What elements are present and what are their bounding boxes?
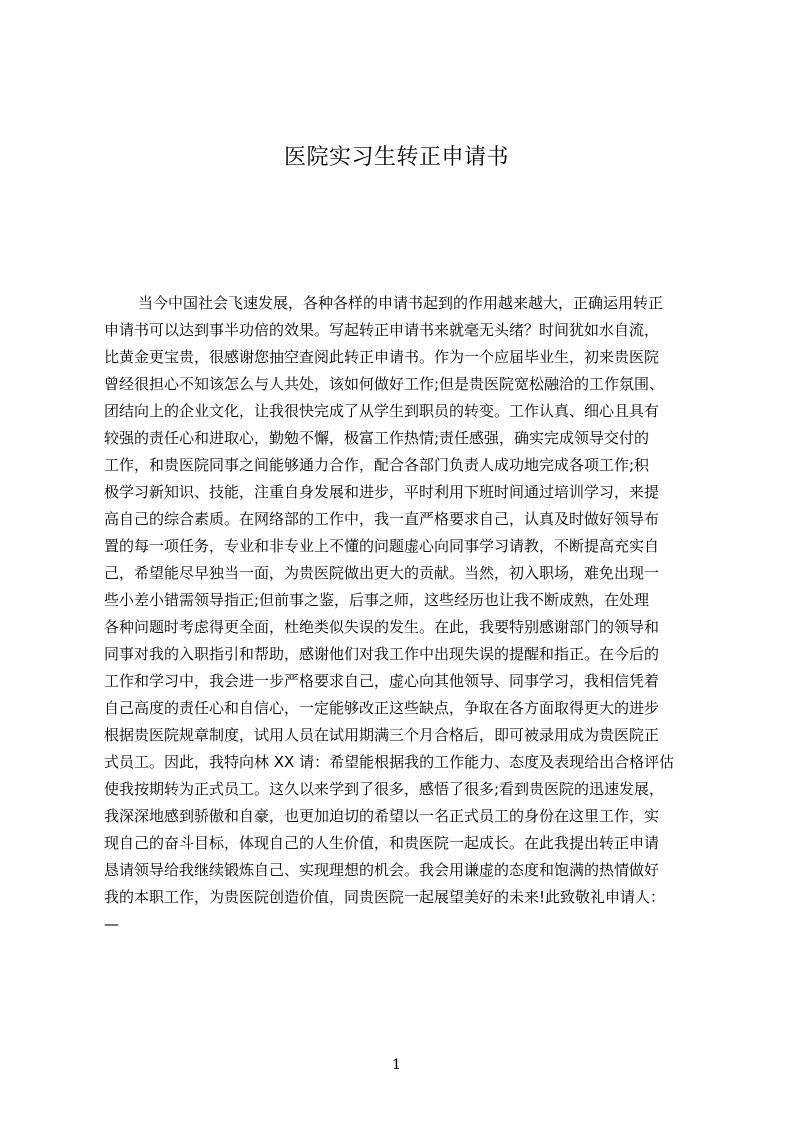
body-line: 置的每一项任务，专业和非专业上不懂的问题虚心向同事学习请教，不断提高充实自 bbox=[104, 537, 660, 555]
body-line: 根据贵医院规章制度，试用人员在试用期满三个月合格后，即可被录用成为贵医院正 bbox=[104, 726, 660, 744]
document-title: 医院实习生转正申请书 bbox=[283, 145, 509, 170]
body-line: 高自己的综合素质。在网络部的工作中，我一直严格要求自己，认真及时做好领导布 bbox=[104, 510, 660, 528]
body-line: 式员工。因此，我特向林 XX 请：希望能根据我的工作能力、态度及表现给出合格评估 bbox=[104, 753, 675, 771]
body-line: 工作，和贵医院同事之间能够通力合作，配合各部门负责人成功地完成各项工作;积 bbox=[104, 456, 650, 474]
body-line: 使我按期转为正式员工。这久以来学到了很多，感悟了很多;看到贵医院的迅速发展， bbox=[104, 780, 665, 798]
body-line: 些小差小错需领导指正;但前事之鉴，后事之师，这些经历也让我不断成熟，在处理 bbox=[104, 591, 650, 609]
body-line: 己，希望能尽早独当一面，为贵医院做出更大的贡献。当然，初入职场，难免出现一 bbox=[104, 564, 660, 582]
body-line: 工作和学习中，我会进一步严格要求自己，虚心向其他领导、同事学习，我相信凭着 bbox=[104, 672, 660, 690]
body-line: 比黄金更宝贵，很感谢您抽空查阅此转正申请书。作为一个应届毕业生，初来贵医院 bbox=[104, 348, 660, 366]
body-line: 恳请领导给我继续锻炼自己、实现理想的机会。我会用谦虚的态度和饱满的热情做好 bbox=[104, 861, 660, 879]
body-line: 自己高度的责任心和自信心，一定能够改正这些缺点，争取在各方面取得更大的进步 bbox=[104, 699, 660, 717]
trailing-mark: — bbox=[104, 915, 119, 933]
body-line: 较强的责任心和进取心，勤勉不懈，极富工作热情;责任感强，确实完成领导交付的 bbox=[104, 429, 650, 447]
body-line: 我的本职工作，为贵医院创造价值，同贵医院一起展望美好的未来!此致敬礼申请人： bbox=[104, 888, 666, 906]
body-line: 曾经很担心不知该怎么与人共处，该如何做好工作;但是贵医院宽松融洽的工作氛围、 bbox=[104, 375, 665, 393]
body-line: 申请书可以达到事半功倍的效果。写起转正申请书来就毫无头绪？时间犹如水自流， bbox=[104, 321, 660, 339]
body-line: 现自己的奋斗目标，体现自己的人生价值，和贵医院一起成长。在此我提出转正申请 bbox=[104, 834, 660, 852]
body-line: 团结向上的企业文化，让我很快完成了从学生到职员的转变。工作认真、细心且具有 bbox=[104, 402, 660, 420]
page-number: 1 bbox=[392, 1057, 401, 1073]
body-line: 极学习新知识、技能，注重自身发展和进步，平时利用下班时间通过培训学习，来提 bbox=[104, 483, 660, 501]
document-body bbox=[104, 290, 704, 938]
body-line: 我深深地感到骄傲和自豪，也更加迫切的希望以一名正式员工的身份在这里工作，实 bbox=[104, 807, 660, 825]
body-line: 各种问题时考虑得更全面，杜绝类似失误的发生。在此，我要特别感谢部门的领导和 bbox=[104, 618, 660, 636]
body-line: 同事对我的入职指引和帮助，感谢他们对我工作中出现失误的提醒和指正。在今后的 bbox=[104, 645, 660, 663]
body-line: 当今中国社会飞速发展，各种各样的申请书起到的作用越来越大，正确运用转正 bbox=[138, 294, 664, 312]
